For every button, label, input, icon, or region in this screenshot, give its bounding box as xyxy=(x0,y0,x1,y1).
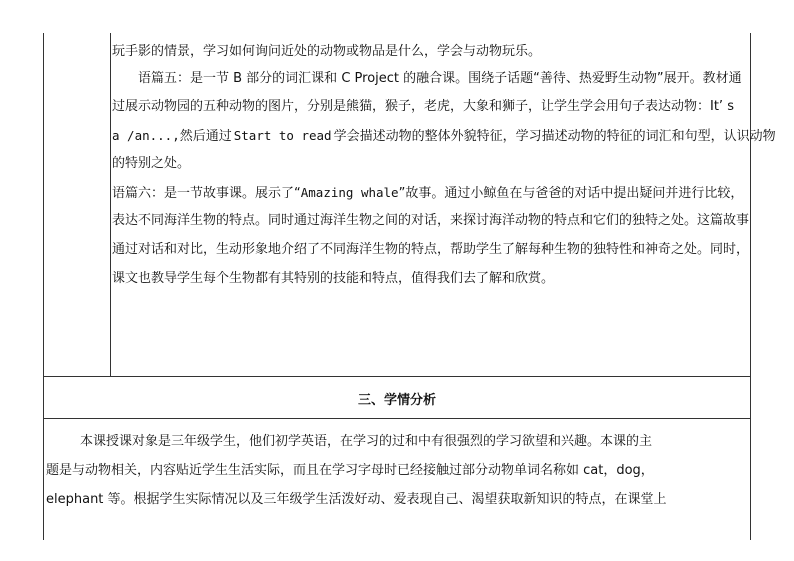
upper-p3-line1-part2: Amazing whale xyxy=(300,185,399,200)
section3-line2: 题是与动物相关，内容贴近学生生活实际，而且在学习字母时已经接触过部分动物单词名称如 cat，dog， xyxy=(46,463,654,478)
upper-p2-line3-part4: 学会描述动物的整体外貌特征，学习描述动物的特征的词汇和句型，认识动物 xyxy=(333,129,776,144)
upper-p2-line3-part1: a /an..., xyxy=(112,128,180,143)
upper-p2-line2: 过展示动物园的五种动物的图片，分别是熊猫，猴子，老虎，大象和狮子，让学生学会用句子表达动物：It’ s xyxy=(112,99,734,114)
section3-line1: 本课授课对象是三年级学生，他们初学英语，在学习的过和中有很强烈的学习欲望和兴趣。本课的主 xyxy=(80,434,653,449)
upper-p3-line4: 课文也教导学生每个生物都有其特别的技能和特点，值得我们去了解和欣赏。 xyxy=(112,271,555,286)
upper-p1-line1: 玩手影的情景，学习如何询问近处的动物或物品是什么，学会与动物玩乐。 xyxy=(112,44,542,59)
table-border-right xyxy=(750,33,751,540)
upper-p2-line1: 语篇五：是一节 B 部分的词汇课和 C Project 的融合课。围绕子话题“善待、热爱野生动物”展开。教材通 xyxy=(138,71,742,86)
upper-p3-line2: 表达不同海洋生物的特点。同时通过海洋生物之间的对话，来探讨海洋动物的特点和它们的独特之处。这篇故事 xyxy=(112,213,750,228)
upper-p2-line3-part3: Start to read xyxy=(233,128,332,143)
upper-p3-line1-part1: 语篇六：是一节故事课。展示了“ xyxy=(112,186,301,201)
upper-p3-line3: 通过对话和对比，生动形象地介绍了不同海洋生物的特点，帮助学生了解每种生物的独特性和神奇之处。同时， xyxy=(112,242,750,257)
upper-p2-line3 xyxy=(112,128,776,145)
row-divider-top xyxy=(43,376,751,377)
table-border-left xyxy=(43,33,44,540)
upper-p3-line1 xyxy=(112,185,743,202)
section-title-learning-analysis: 三、学情分析 xyxy=(357,393,436,408)
row-divider-bottom xyxy=(43,418,751,419)
inner-column-divider xyxy=(110,33,111,376)
section3-line3: elephant 等。根据学生实际情况以及三年级学生活泼好动、爱表现自己、渴望获取新知识的特点，在课堂上 xyxy=(46,492,667,507)
upper-p3-line1-part3: ”故事。通过小鲸鱼在与爸爸的对话中提出疑问并进行比较， xyxy=(398,186,744,201)
upper-p2-line4: 的特别之处。 xyxy=(112,156,191,171)
upper-p2-line3-part2: 然后通过 xyxy=(179,129,232,144)
